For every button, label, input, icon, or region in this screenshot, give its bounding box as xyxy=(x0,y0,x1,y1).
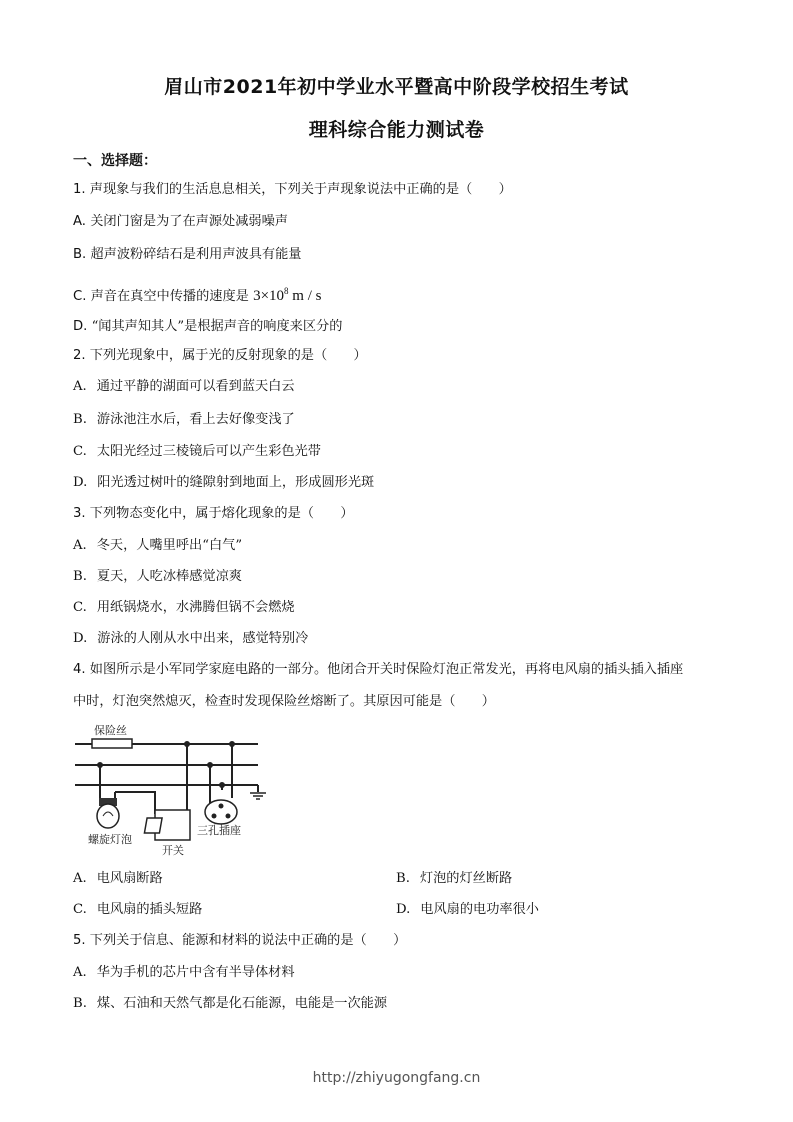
question-number: 1. xyxy=(73,182,86,197)
q1-option-a: A. 关闭门窗是为了在声源处减弱噪声 xyxy=(73,214,288,229)
ground-icon xyxy=(250,793,266,799)
q4-option-c: C. 电风扇的插头短路 xyxy=(73,902,203,917)
q4-option-a: A. 电风扇断路 xyxy=(73,871,163,886)
q3-option-b: B. 夏天，人吃冰棒感觉凉爽 xyxy=(73,569,242,584)
question-text: 下列关于信息、能源和材料的说法中正确的是（ ） xyxy=(89,933,407,948)
question-text: 下列物态变化中，属于熔化现象的是（ ） xyxy=(89,506,354,521)
question-1-stem xyxy=(73,181,512,199)
question-number: 2. xyxy=(73,348,86,363)
fuse xyxy=(92,739,132,748)
question-4-stem xyxy=(73,661,683,679)
q1-option-c: C. 声音在真空中传播的速度是 $3\times 10^8$ m / s xyxy=(73,286,322,304)
q2-option-d: D. 阳光透过树叶的缝隙射到地面上，形成圆形光斑 xyxy=(73,475,375,490)
question-text: 声现象与我们的生活息息相关，下列关于声现象说法中正确的是（ ） xyxy=(89,182,512,197)
exam-subtitle: 理科综合能力测试卷 xyxy=(308,119,485,141)
q3-option-c: C. 用纸锅烧水，水沸腾但锅不会燃烧 xyxy=(73,600,295,615)
q3-option-d: D. 游泳的人刚从水中出来，感觉特别冷 xyxy=(73,631,309,646)
q1-option-d: D. “闻其声知其人”是根据声音的响度来区分的 xyxy=(73,319,343,334)
switch-label: 开关 xyxy=(162,844,184,857)
socket-label: 三孔插座 xyxy=(197,824,241,837)
q1-option-b: B. 超声波粉碎结石是利用声波具有能量 xyxy=(73,247,302,262)
footer-url[interactable]: http://zhiyugongfang.cn xyxy=(312,1070,481,1086)
question-text: 下列光现象中，属于光的反射现象的是（ ） xyxy=(89,348,367,363)
q5-option-b: B. 煤、石油和天然气都是化石能源，电能是一次能源 xyxy=(73,996,388,1011)
q2-option-b: B. 游泳池注水后，看上去好像变浅了 xyxy=(73,412,295,427)
switch-icon xyxy=(144,810,190,840)
section-heading: 一、选择题： xyxy=(73,153,157,169)
question-4-stem-cont: 中时，灯泡突然熄灭，检查时发现保险丝熔断了。其原因可能是（ ） xyxy=(73,694,495,709)
fuse-label: 保险丝 xyxy=(94,724,127,737)
q4-option-d: D. 电风扇的电功率很小 xyxy=(396,902,539,917)
socket-icon xyxy=(205,800,237,824)
question-text: 如图所示是小军同学家庭电路的一部分。他闭合开关时保险灯泡正常发光，再将电风扇的插头插入插座 xyxy=(89,662,684,677)
question-number: 5. xyxy=(73,933,86,948)
q4-option-b: B. 灯泡的灯丝断路 xyxy=(396,871,513,886)
question-5-stem xyxy=(73,932,406,950)
question-number: 4. xyxy=(73,662,86,677)
q2-option-a: A. 通过平静的湖面可以看到蓝天白云 xyxy=(73,379,295,394)
question-number: 3. xyxy=(73,506,86,521)
speed-formula: $3\times 10^8$ m / s xyxy=(253,286,322,304)
question-2-stem xyxy=(73,347,367,365)
q5-option-a: A. 华为手机的芯片中含有半导体材料 xyxy=(73,965,295,980)
question-3-stem xyxy=(73,505,354,523)
q3-option-a: A. 冬天，人嘴里呼出“白气” xyxy=(73,538,243,553)
circuit-diagram xyxy=(70,722,280,858)
bulb-icon xyxy=(97,798,119,828)
q2-option-c: C. 太阳光经过三棱镜后可以产生彩色光带 xyxy=(73,444,321,459)
exam-title: 眉山市2021年初中学业水平暨高中阶段学校招生考试 xyxy=(164,76,629,98)
bulb-label: 螺旋灯泡 xyxy=(88,833,132,846)
